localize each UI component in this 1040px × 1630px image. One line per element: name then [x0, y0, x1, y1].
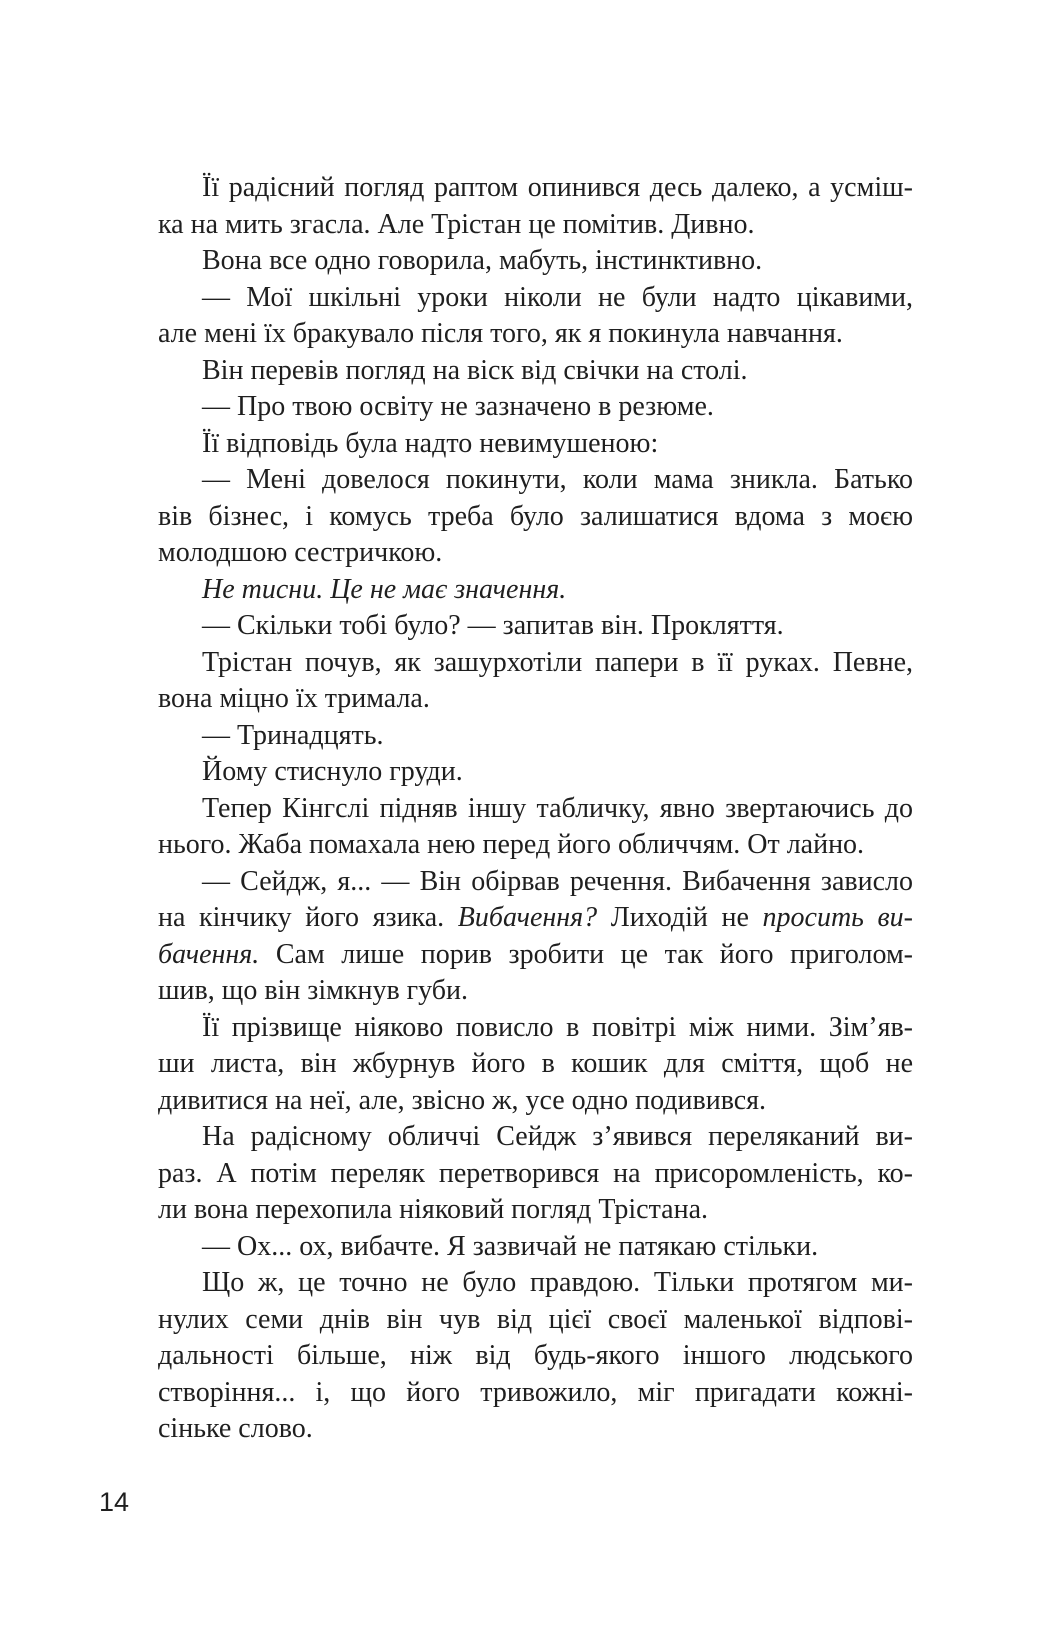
- italic-text-segment: Не тисни. Це не має значення.: [202, 573, 567, 605]
- paragraph: [158, 791, 913, 864]
- text-line: [158, 316, 913, 353]
- text-segment: ка на мить згасла. Але Трістан це помітив. Дивно.: [158, 208, 755, 240]
- text-line: [158, 535, 913, 572]
- text-line: [158, 499, 913, 536]
- text-line: [158, 170, 913, 207]
- page-text-block: [158, 170, 913, 1448]
- text-line: [158, 1192, 913, 1229]
- text-line: [158, 1156, 913, 1193]
- text-line: [158, 353, 913, 390]
- text-line: [158, 426, 913, 463]
- text-segment: дальності більше, ніж від будь-якого іншого людського: [158, 1340, 913, 1371]
- text-segment: раз. А потім переляк перетворився на присоромленість, ко-: [158, 1157, 913, 1189]
- text-segment: — Про твою освіту не зазначено в резюме.: [202, 391, 714, 422]
- paragraph: [158, 243, 913, 280]
- text-segment: — Тринадцять.: [202, 719, 384, 751]
- text-line: [158, 572, 913, 609]
- text-segment: Вона все одно говорила, мабуть, інстинктивно.: [202, 245, 763, 276]
- text-segment: але мені їх бракувало після того, як я покинула навчання.: [158, 318, 843, 349]
- text-segment: дивитися на неї, але, звісно ж, усе одно подивився.: [158, 1084, 767, 1116]
- italic-text-segment: Вибачення?: [457, 902, 598, 933]
- paragraph: [158, 864, 913, 1010]
- text-segment: Її прізвище ніяково повисло в повітрі між ними. Зім’яв-: [202, 1011, 913, 1043]
- text-line: [158, 1119, 913, 1156]
- paragraph: [158, 462, 913, 572]
- text-line: [158, 681, 913, 718]
- text-segment: — Скільки тобі було? — запитав він. Прокляття.: [202, 610, 784, 641]
- text-segment: ли вона перехопила ніяковий погляд Трістана.: [158, 1194, 708, 1225]
- italic-text-segment: бачення.: [158, 938, 260, 970]
- text-segment: сіньке слово.: [158, 1413, 313, 1444]
- page-number: 14: [99, 1487, 130, 1517]
- text-segment: Лиходій не: [597, 902, 763, 933]
- paragraph: [158, 389, 913, 426]
- paragraph: [158, 1229, 913, 1266]
- text-line: [158, 1375, 913, 1412]
- text-line: [158, 608, 913, 645]
- text-segment: — Мої шкільні уроки ніколи не були надто цікавими,: [202, 281, 913, 313]
- paragraph: [158, 608, 913, 645]
- text-line: [158, 1411, 913, 1448]
- paragraph: [158, 426, 913, 463]
- text-line: [158, 280, 913, 317]
- text-segment: нього. Жаба помахала нею перед його обличчям. От лайно.: [158, 829, 865, 860]
- text-segment: — Мені довелося покинути, коли мама зникла. Батько: [202, 464, 913, 495]
- text-segment: вона міцно їх тримала.: [158, 683, 430, 714]
- text-segment: Що ж, це точно не було правдою. Тільки протягом ми-: [202, 1267, 913, 1298]
- text-line: [158, 1010, 913, 1047]
- text-line: [158, 754, 913, 791]
- text-segment: Тепер Кінгслі підняв іншу табличку, явно звертаючись до: [202, 792, 913, 824]
- text-line: [158, 1083, 913, 1120]
- text-segment: На радісному обличчі Сейдж з’явився переляканий ви-: [202, 1121, 913, 1152]
- text-line: [158, 1229, 913, 1266]
- italic-text-segment: просить ви-: [762, 902, 914, 933]
- text-segment: на кінчику його язика.: [158, 902, 458, 933]
- text-segment: — Ох... ох, вибачте. Я зазвичай не патякаю стільки.: [202, 1230, 819, 1262]
- text-line: [158, 973, 913, 1010]
- text-line: [158, 900, 913, 937]
- text-line: [158, 389, 913, 426]
- text-segment: Трістан почув, як зашурхотіли папери в її руках. Певне,: [202, 646, 913, 678]
- text-line: [158, 718, 913, 755]
- paragraph: [158, 754, 913, 791]
- paragraph: [158, 718, 913, 755]
- text-segment: Сам лише порив зробити це так його приголом-: [259, 938, 913, 970]
- text-segment: молодшою сестричкою.: [158, 537, 443, 568]
- text-segment: — Сейдж, я... — Він обірвав речення. Вибачення зависло: [202, 865, 913, 897]
- paragraph: [158, 353, 913, 390]
- text-line: [158, 645, 913, 682]
- paragraph: [158, 170, 913, 243]
- paragraph: [158, 1010, 913, 1120]
- text-segment: Її радісний погляд раптом опинився десь далеко, а усміш-: [202, 172, 913, 203]
- text-segment: вів бізнес, і комусь треба було залишатися вдома з моєю: [158, 500, 913, 532]
- text-line: [158, 207, 913, 244]
- text-line: [158, 864, 913, 901]
- paragraph: [158, 572, 913, 609]
- text-line: [158, 791, 913, 828]
- text-line: [158, 1302, 913, 1339]
- paragraph: [158, 645, 913, 718]
- text-segment: створіння... і, що його тривожило, міг пригадати кожні-: [158, 1376, 913, 1408]
- text-segment: Йому стиснуло груди.: [202, 756, 463, 787]
- text-line: [158, 462, 913, 499]
- paragraph: [158, 280, 913, 353]
- paragraph: [158, 1119, 913, 1229]
- text-segment: Він перевів погляд на віск від свічки на столі.: [202, 354, 748, 386]
- text-line: [158, 1265, 913, 1302]
- text-segment: ши листа, він жбурнув його в кошик для сміття, щоб не: [158, 1048, 913, 1079]
- text-line: [158, 937, 913, 974]
- text-line: [158, 1046, 913, 1083]
- text-segment: шив, що він зімкнув губи.: [158, 975, 469, 1006]
- text-line: [158, 243, 913, 280]
- text-segment: Її відповідь була надто невимушеною:: [202, 427, 659, 459]
- text-segment: нулих семи днів він чув від цієї своєї маленької відпові-: [158, 1303, 913, 1335]
- text-line: [158, 1338, 913, 1375]
- paragraph: [158, 1265, 913, 1448]
- text-line: [158, 827, 913, 864]
